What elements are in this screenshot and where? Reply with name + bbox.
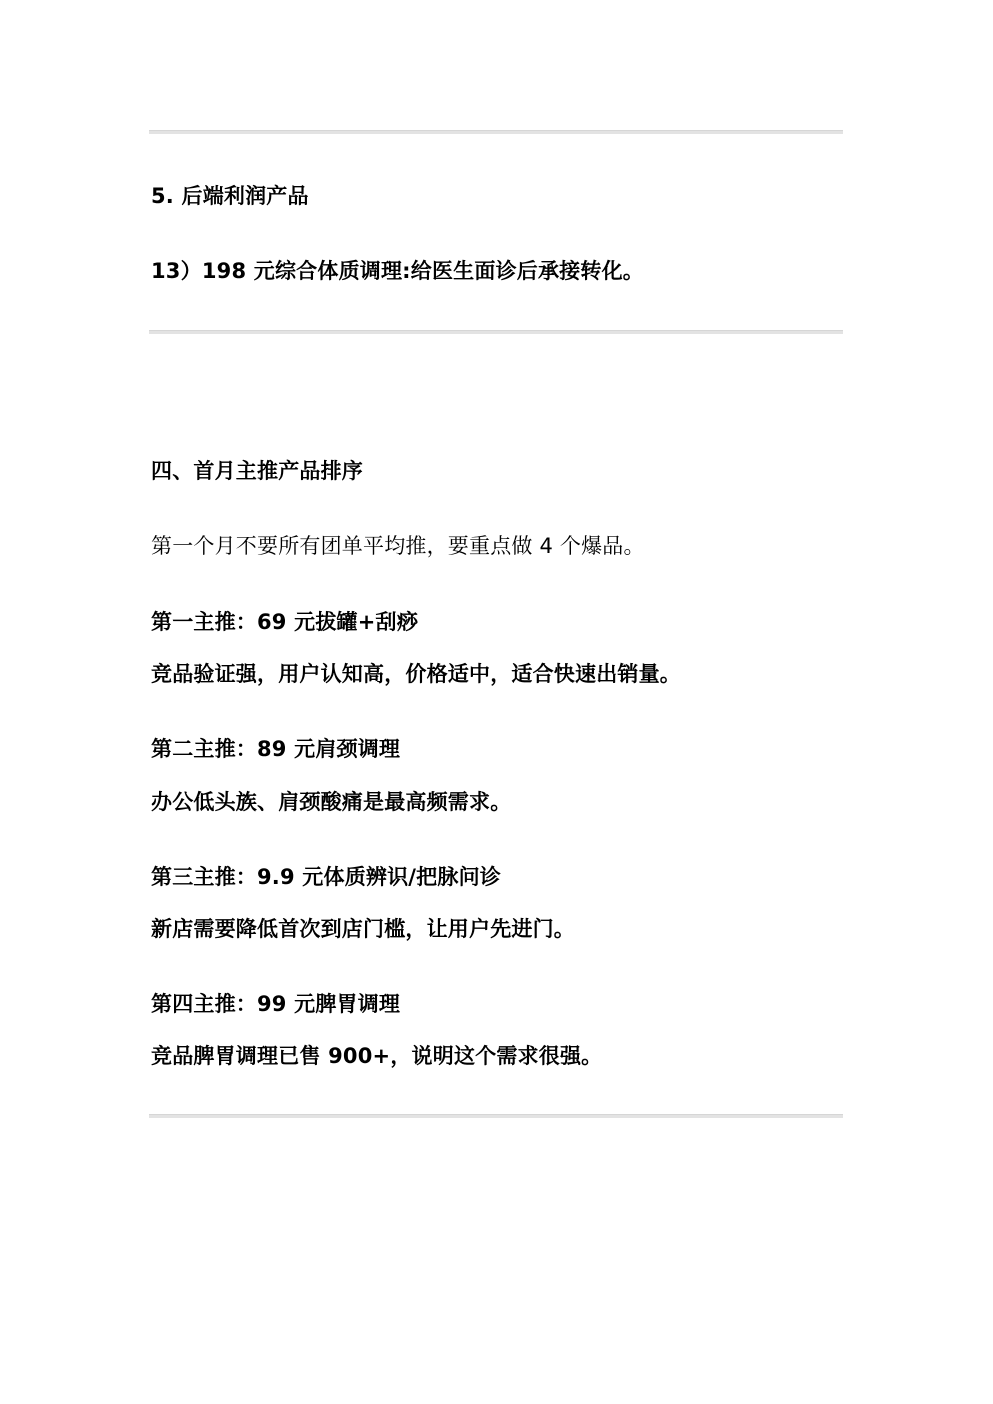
section-4-heading: 四、首月主推产品排序	[151, 459, 363, 483]
push-item-1-title: 第一主推：69 元拔罐+刮痧	[151, 610, 418, 634]
section-4-intro: 第一个月不要所有团单平均推，要重点做 4 个爆品。	[151, 534, 645, 558]
divider-middle	[149, 330, 843, 334]
push-item-4-desc: 竞品脾胃调理已售 900+，说明这个需求很强。	[151, 1044, 603, 1068]
push-item-4-title: 第四主推：99 元脾胃调理	[151, 992, 401, 1016]
divider-top	[149, 130, 843, 134]
push-item-1-desc: 竞品验证强，用户认知高，价格适中，适合快速出销量。	[151, 662, 681, 686]
push-item-3-desc: 新店需要降低首次到店门槛，让用户先进门。	[151, 917, 575, 941]
push-item-2-desc: 办公低头族、肩颈酸痛是最高频需求。	[151, 790, 512, 814]
push-item-3-title: 第三主推：9.9 元体质辨识/把脉问诊	[151, 865, 501, 889]
section-5-item-13: 13）198 元综合体质调理:给医生面诊后承接转化。	[151, 259, 644, 283]
section-5-heading: 5. 后端利润产品	[151, 184, 309, 208]
divider-bottom	[149, 1114, 843, 1118]
push-item-2-title: 第二主推：89 元肩颈调理	[151, 737, 401, 761]
